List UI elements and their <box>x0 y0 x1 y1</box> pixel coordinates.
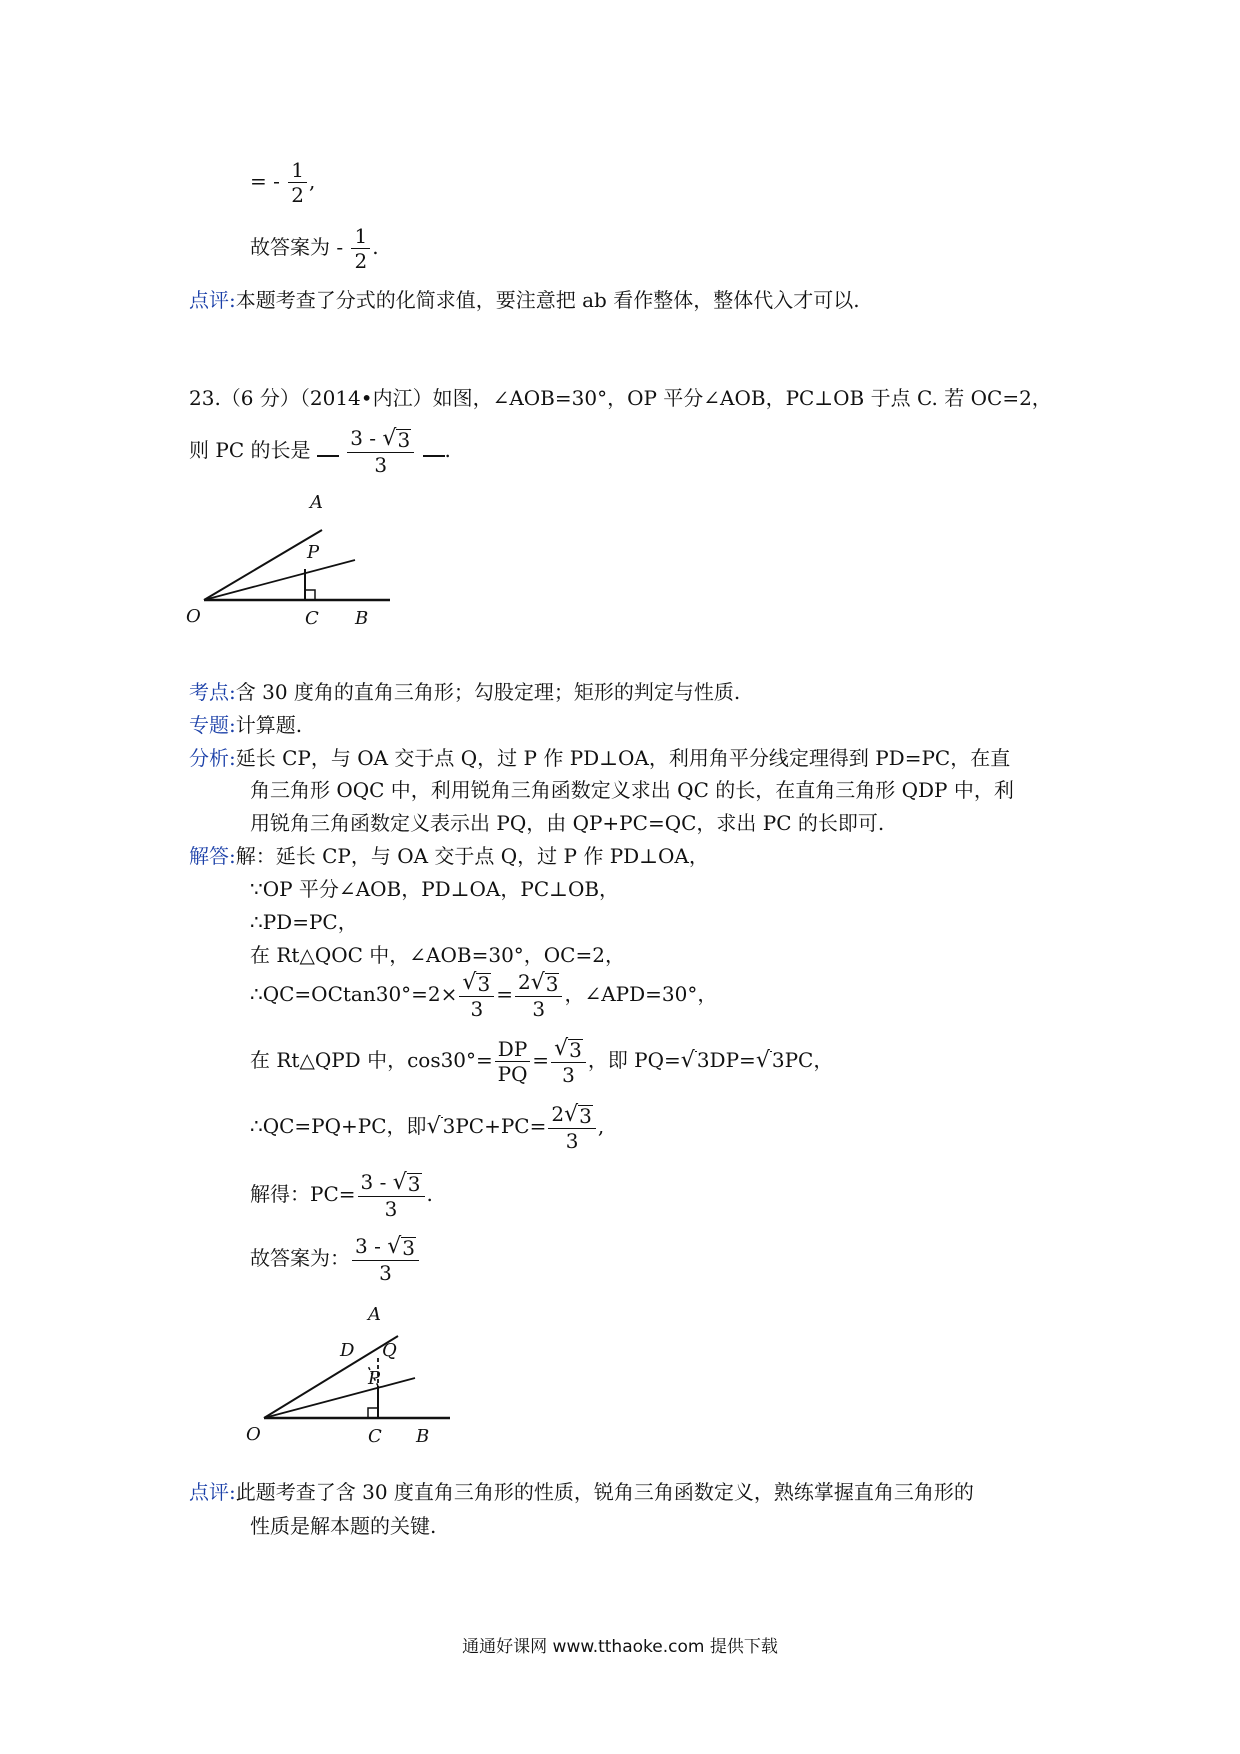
fenxi-line-3: 用锐角三角函数定义表示出 PQ，由 QP+PC=QC，求出 PC 的长即可. <box>250 811 885 835</box>
fraction-2sqrt3-over-3: 2 √ 3 3 <box>548 1104 596 1151</box>
jieda-line-3: ∴PD=PC， <box>250 910 358 934</box>
fraction <box>288 160 307 205</box>
answer-prefix: 故答案为 - <box>250 235 344 259</box>
problem-line-2-prefix: 则 PC 的长是 <box>189 438 311 462</box>
dianping-text: 此题考查了含 30 度直角三角形的性质，锐角三角函数定义，熟练掌握直角三角形的 <box>235 1480 974 1504</box>
fenxi-label: 分析: <box>189 746 236 770</box>
fenxi-text: 延长 CP，与 OA 交于点 Q，过 P 作 PD⊥OA，利用角平分线定理得到 PD=PC，在直 <box>235 746 1011 770</box>
label-b: B <box>416 1426 430 1447</box>
eq-line <box>250 160 315 205</box>
jieda-line-8: 解得：PC= 3 - √ 3 3 . <box>250 1170 433 1221</box>
fraction-den: 2 <box>291 183 304 207</box>
label-p: P <box>368 1368 381 1389</box>
jieda-line-5: ∴QC=OCtan30°=2× √ 3 3 = 2 √ 3 3 ，∠APD=30°， <box>250 970 718 1021</box>
fraction-den: 2 <box>354 249 368 273</box>
label-b: B <box>355 608 369 629</box>
dianping-label: 点评: <box>189 1480 236 1504</box>
comment-line <box>189 286 860 314</box>
zhuanti-line <box>189 711 302 739</box>
sqrt: √ 3 <box>382 426 411 452</box>
jieda-line-4: 在 Rt△QOC 中，∠AOB=30°，OC=2， <box>250 943 625 967</box>
label-c: C <box>368 1426 382 1447</box>
sqrt: √ <box>426 1114 441 1139</box>
label-o: O <box>186 606 201 627</box>
fraction-dp-over-pq: $\frac{DP}{PQ}$ <box>495 1039 531 1084</box>
label-o: O <box>246 1424 261 1445</box>
problem-line-1: 23.（6 分）（2014•内江）如图，∠AOB=30°，OP 平分∠AOB，PC⊥OB 于点 C. 若 OC=2， <box>189 386 1052 410</box>
kaodian-text: 含 30 度角的直角三角形；勾股定理；矩形的判定与性质. <box>235 680 741 704</box>
zhuanti-label: 专题: <box>189 713 236 737</box>
answer-fraction-num <box>347 428 414 453</box>
footer-credit: 通通好课网 www.tthaoke.com 提供下载 <box>462 1637 778 1657</box>
figure-angle-aob <box>180 488 400 638</box>
fraction-pc: 3 - √ 3 3 <box>358 1172 425 1219</box>
comment-label: 点评: <box>189 288 236 312</box>
eq-suffix: , <box>308 169 316 193</box>
sqrt: √ <box>680 1048 695 1073</box>
dianping-line-2: 性质是解本题的关键. <box>250 1514 437 1538</box>
fraction-final: 3 - √ 3 3 <box>352 1236 419 1283</box>
zhuanti-text: 计算题. <box>235 713 303 737</box>
right-angle-mark <box>305 590 315 600</box>
dianping-line-1 <box>189 1478 974 1506</box>
answer-fraction-den: 3 <box>374 453 388 477</box>
kaodian-line <box>189 678 740 706</box>
label-d: D <box>340 1340 355 1361</box>
eq-prefix: = - <box>250 169 280 193</box>
comment-text: 本题考查了分式的化简求值，要注意把 ab 看作整体，整体代入才可以. <box>235 288 860 312</box>
answer-fraction <box>347 428 414 475</box>
jieda-text: 解：延长 CP，与 OA 交于点 Q，过 P 作 PD⊥OA， <box>235 844 709 868</box>
fenxi-line-1 <box>189 744 1010 772</box>
figure-solution-construction <box>240 1300 470 1460</box>
answer-blank <box>423 453 445 457</box>
fraction <box>351 226 370 271</box>
fraction-sqrt3-over-3: √ 3 3 <box>551 1038 586 1085</box>
jieda-line-6: 在 Rt△QPD 中，cos30°= $\frac{DP}{PQ}$ = √ 3 3 ，即 PQ= √ 3DP= √ 3PC， <box>250 1036 834 1087</box>
problem-line-2-suffix: . <box>444 438 451 462</box>
fraction-num: 1 <box>351 226 370 249</box>
problem-line-2 <box>189 428 451 475</box>
label-a: A <box>368 1304 381 1325</box>
jieda-line-9: 故答案为： 3 - √ 3 3 <box>250 1236 421 1283</box>
label-q: Q <box>382 1340 397 1361</box>
right-angle-mark <box>368 1408 378 1418</box>
fraction-2sqrt3-over-3: 2 √ 3 3 <box>515 972 563 1019</box>
answer-num-left: 3 - <box>350 426 377 450</box>
label-p: P <box>307 542 320 563</box>
kaodian-label: 考点: <box>189 680 236 704</box>
fraction-num: 1 <box>288 160 307 183</box>
jieda-line-2: ∵OP 平分∠AOB，PD⊥OA，PC⊥OB， <box>250 877 620 901</box>
jieda-label: 解答: <box>189 844 236 868</box>
fraction-sqrt3-over-3: √ 3 3 <box>459 972 494 1019</box>
answer-suffix: . <box>372 235 379 259</box>
jieda-line-1 <box>189 842 709 870</box>
label-a: A <box>310 492 323 513</box>
ray-op <box>204 560 355 600</box>
label-c: C <box>305 608 319 629</box>
fenxi-line-2: 角三角形 OQC 中，利用锐角三角函数定义求出 QC 的长，在直角三角形 QDP 中，利 <box>250 778 1014 802</box>
answer-blank <box>317 453 339 457</box>
jieda-line-7: ∴QC=PQ+PC，即 √ 3PC+PC= 2 √ 3 3 , <box>250 1102 605 1153</box>
answer-line <box>250 226 379 271</box>
sqrt: √ <box>755 1048 770 1073</box>
ray-op <box>264 1378 415 1418</box>
